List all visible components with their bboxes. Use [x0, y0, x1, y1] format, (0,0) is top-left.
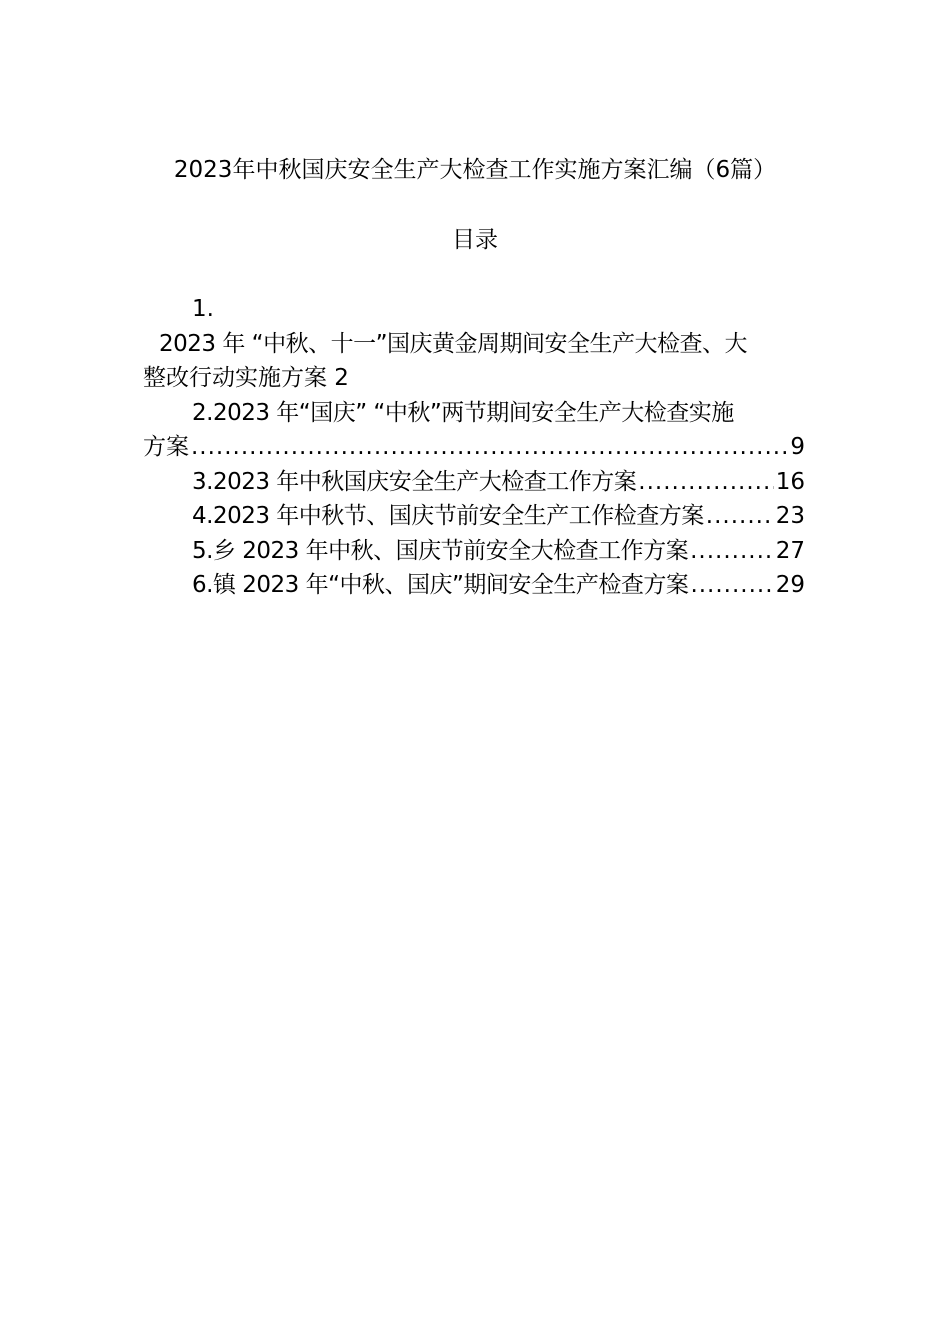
toc-entry-2-leader — [191, 430, 788, 465]
toc-entry-5-page: 27 — [775, 537, 805, 564]
toc-entry-4[interactable] — [143, 499, 805, 534]
toc-entry-2-page: 9 — [790, 434, 805, 460]
toc-entry-1-number[interactable]: 1. — [192, 296, 214, 322]
toc-entry-3[interactable] — [143, 465, 805, 500]
toc-entry-3-leader — [638, 465, 773, 500]
toc-entry-1-line-1[interactable]: 2023 年 “中秋、十一”国庆黄金周期间安全生产大检查、大 — [159, 330, 747, 357]
toc-entry-3-page: 16 — [775, 468, 805, 495]
toc-entry-6-leader — [690, 568, 773, 603]
toc-entry-2-line-1[interactable]: 2.2023 年“国庆” “中秋”两节期间安全生产大检查实施 — [192, 399, 734, 426]
toc-entry-4-leader — [706, 499, 774, 534]
toc-entry-3-title: 3.2023 年中秋国庆安全生产大检查工作方案 — [192, 468, 637, 495]
toc-entry-5-leader — [690, 534, 774, 569]
toc-entry-2-line-2[interactable] — [143, 430, 805, 465]
toc-heading: 目录 — [452, 227, 498, 253]
toc-entry-6-page: 29 — [775, 572, 805, 598]
toc-entry-2-title-end: 方案 — [143, 434, 189, 460]
document-title: 2023年中秋国庆安全生产大检查工作实施方案汇编（6篇） — [173, 157, 777, 183]
toc-entry-1-line-2[interactable]: 整改行动实施方案 2 — [143, 365, 349, 391]
table-of-contents — [143, 292, 805, 603]
toc-entry-4-title: 4.2023 年中秋节、国庆节前安全生产工作检查方案 — [192, 503, 704, 529]
toc-entry-5[interactable] — [143, 534, 805, 569]
toc-entry-4-page: 23 — [775, 503, 805, 529]
toc-entry-6-title: 6.镇 2023 年“中秋、国庆”期间安全生产检查方案 — [192, 572, 689, 598]
toc-entry-5-title: 5.乡 2023 年中秋、国庆节前安全大检查工作方案 — [192, 537, 689, 564]
toc-entry-6[interactable] — [143, 568, 805, 603]
